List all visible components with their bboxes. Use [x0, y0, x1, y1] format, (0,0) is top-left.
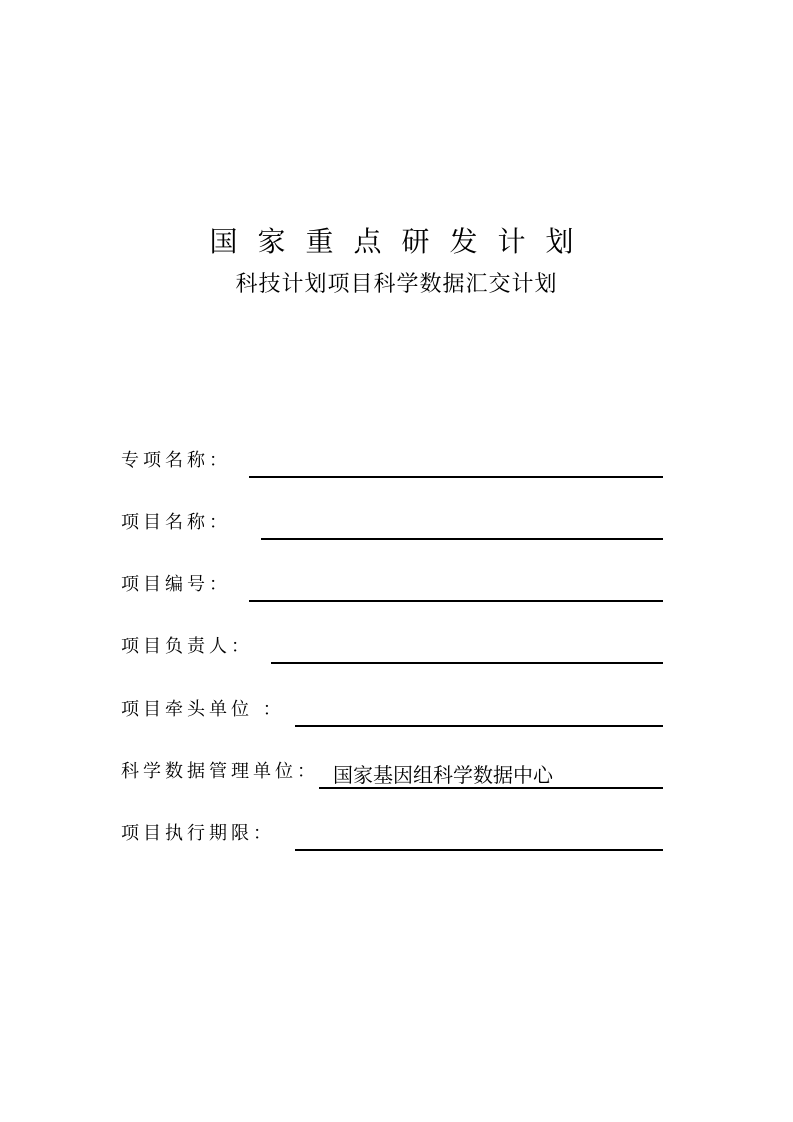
- project-number-field[interactable]: [249, 576, 663, 602]
- field-label: 项目名称：: [121, 512, 231, 533]
- field-label: 项目执行期限：: [121, 823, 275, 844]
- field-project-name: [121, 500, 663, 536]
- field-data-management-unit: [121, 749, 663, 785]
- field-label: 项目负责人：: [121, 636, 253, 657]
- field-label: 项目牵头单位 ：: [121, 699, 285, 720]
- field-lead-organization: [121, 687, 663, 723]
- execution-period-field[interactable]: [295, 825, 663, 851]
- field-label: 项目编号：: [121, 574, 231, 595]
- field-execution-period: [121, 811, 663, 847]
- special-project-name-field[interactable]: [249, 452, 663, 478]
- field-label: 科学数据管理单位：: [121, 761, 319, 782]
- project-name-field[interactable]: [261, 514, 663, 540]
- project-leader-field[interactable]: [271, 638, 663, 664]
- document-subtitle: 科技计划项目科学数据汇交计划: [235, 272, 558, 297]
- document-title: 国家重点研发计划: [209, 225, 594, 258]
- field-project-leader: [121, 624, 663, 660]
- field-project-number: [121, 562, 663, 598]
- data-management-unit-field[interactable]: 国家基因组科学数据中心: [319, 763, 663, 789]
- field-label: 专项名称：: [121, 450, 231, 471]
- lead-organization-field[interactable]: [295, 701, 663, 727]
- field-special-project-name: [121, 438, 663, 474]
